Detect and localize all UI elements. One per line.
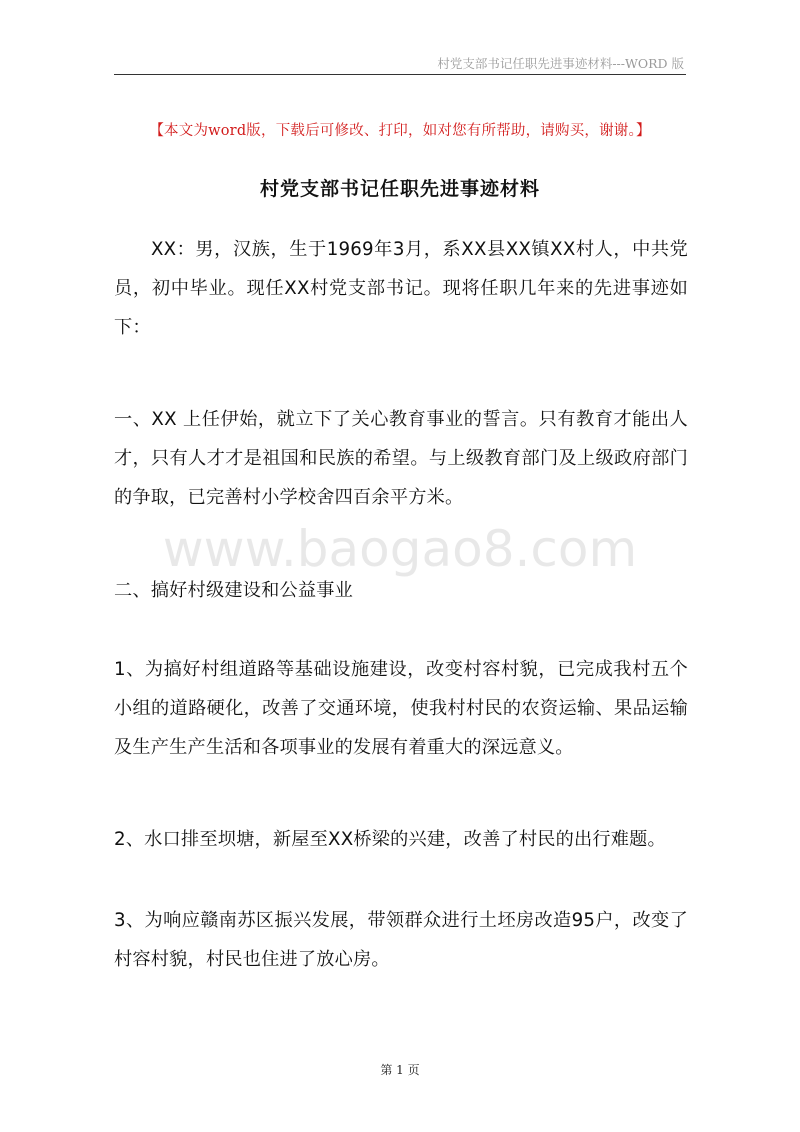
header-title: 村党支部书记任职先进事迹材料---WORD 版 <box>437 56 684 71</box>
header-rule <box>114 74 686 75</box>
section-heading-construction: 二、搞好村级建设和公益事业 <box>114 580 354 601</box>
paragraph-roads: 1、为搞好村组道路等基础设施建设，改变村容村貌，已完成我村五个小组的道路硬化，改善了交通环境，使我村村民的农资运输、果品运输及生产生产生活和各项事业的发展有着重大的深远意义。 <box>114 659 688 758</box>
document-title: 村党支部书记任职先进事迹材料 <box>259 178 540 200</box>
paragraph-housing: 3、为响应赣南苏区振兴发展，带领群众进行土坯房改造95户，改变了村容村貌，村民也住进了放心房。 <box>114 910 688 970</box>
watermark: www.baogao8.com <box>162 520 638 578</box>
page-number: 第 1 页 <box>380 1063 420 1077</box>
paragraph-education: 一、XX 上任伊始，就立下了关心教育事业的誓言。只有教育才能出人才，只有人才才是祖国和民族的希望。与上级教育部门及上级政府部门的争取，已完善村小学校舍四百余平方米。 <box>114 409 688 508</box>
paragraph-intro: XX：男，汉族，生于1969年3月，系XX县XX镇XX村人，中共党员，初中毕业。现任XX村党支部书记。现将任职几年来的先进事迹如下： <box>114 239 688 338</box>
purchase-notice: 【本文为word版，下载后可修改、打印，如对您有所帮助，请购买，谢谢。】 <box>149 123 651 139</box>
paragraph-bridge: 2、水口排至坝塘，新屋至XX桥梁的兴建，改善了村民的出行难题。 <box>114 829 666 850</box>
